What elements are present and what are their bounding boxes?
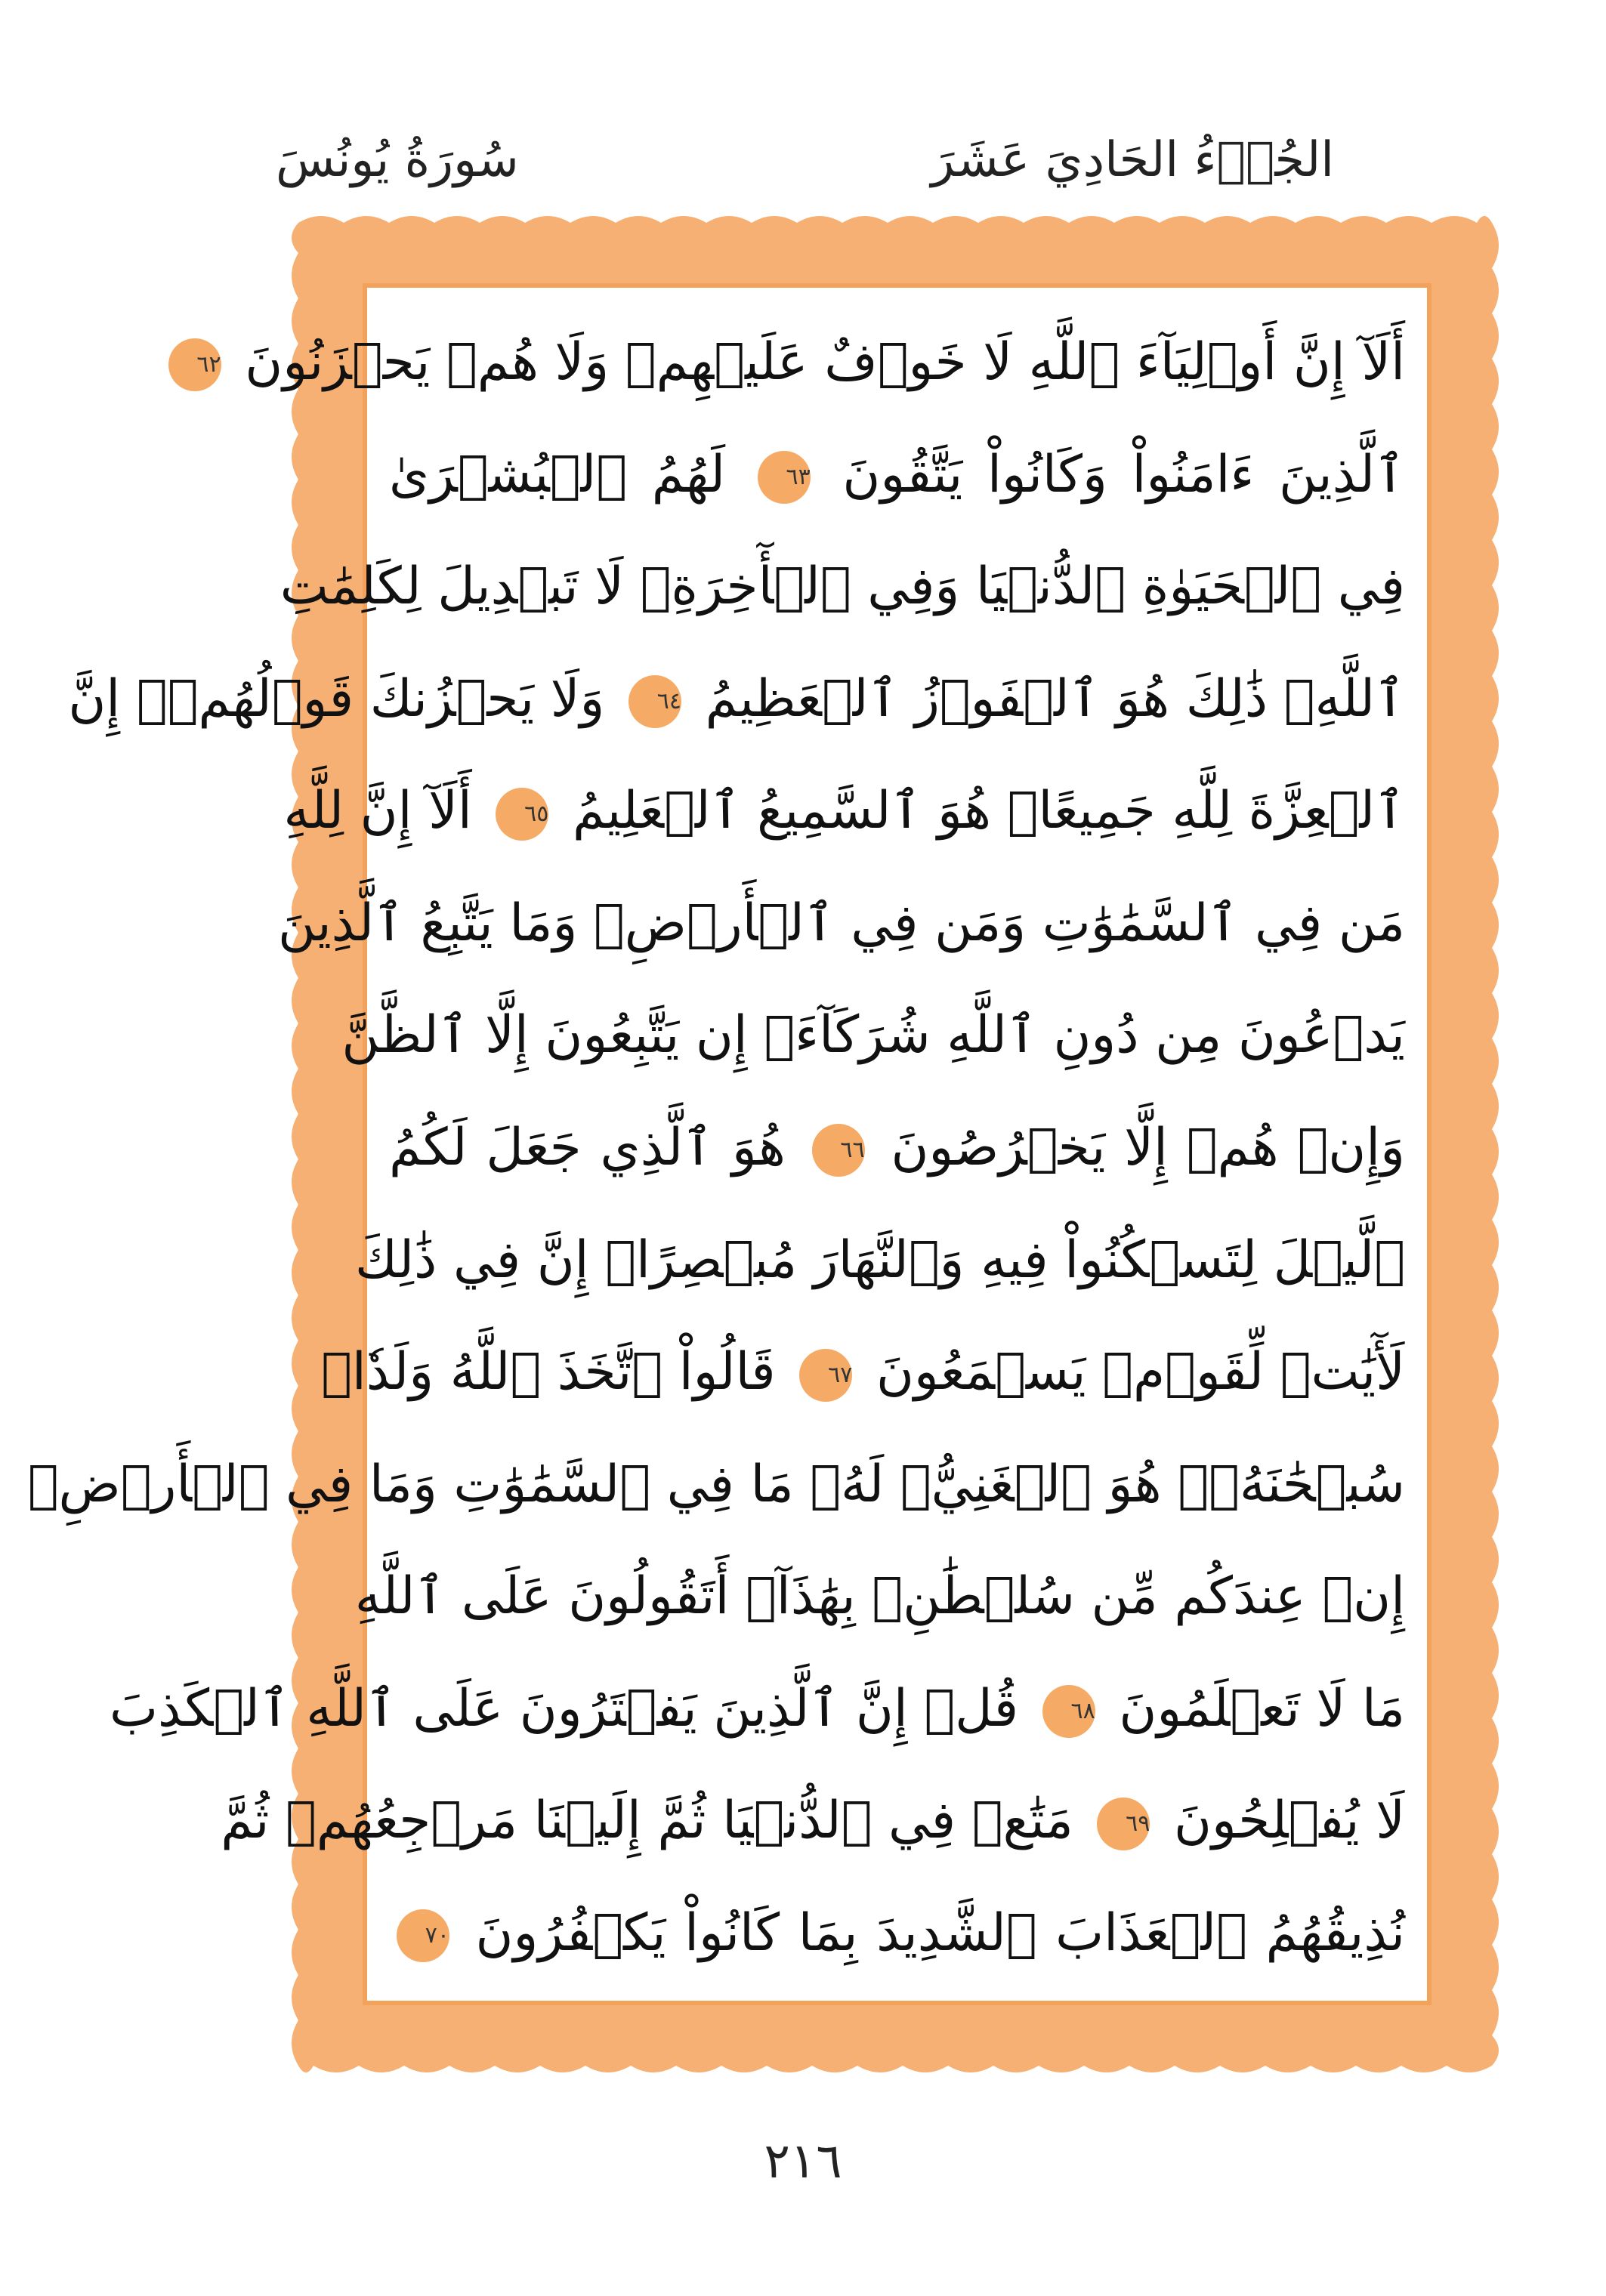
verse-text: مَن فِي ٱلسَّمَٰوَٰتِ وَمَن فِي ٱلۡأَرۡضِۗ وَمَا يَتَّبِعُ ٱلَّذِينَ <box>277 893 1405 953</box>
verse-text: سُبۡحَٰنَهُۥۖ هُوَ ٱلۡغَنِيُّۖ لَهُۥ مَا فِي ٱلسَّمَٰوَٰتِ وَمَا فِي ٱلۡأَرۡضِۚ <box>27 1454 1405 1514</box>
verse-text: ٱللَّهِۚ ذَٰلِكَ هُوَ ٱلۡفَوۡزُ ٱلۡعَظِيمُ <box>705 668 1405 729</box>
verse-line <box>354 1548 1405 1646</box>
ayah-number-marker: ٦٢ <box>168 338 221 391</box>
verse-line <box>110 1660 1405 1758</box>
ayah-number-marker: ٦٥ <box>496 788 548 841</box>
verse-text: مَا لَا تَعۡلَمُونَ <box>1119 1678 1405 1739</box>
verse-text: مَتَٰعٞ فِي ٱلدُّنۡيَا ثُمَّ إِلَيۡنَا مَرۡجِعُهُمۡ ثُمَّ <box>221 1791 1073 1851</box>
verse-text: قَالُواْ ٱتَّخَذَ ٱللَّهُ وَلَدٗاۗ <box>321 1342 776 1403</box>
ayah-number-marker: ٧٠ <box>397 1909 449 1962</box>
verse-lines <box>27 313 1405 1983</box>
verse-line <box>280 538 1405 636</box>
ayah-number-marker: ٦٩ <box>1097 1798 1150 1850</box>
ayah-number-marker: ٦٤ <box>629 675 681 728</box>
verse-text: ٱلَّيۡلَ لِتَسۡكُنُواْ فِيهِ وَٱلنَّهَارَ مُبۡصِرًاۚ إِنَّ فِي ذَٰلِكَ <box>355 1230 1405 1290</box>
verse-text: لَا يُفۡلِحُونَ <box>1174 1791 1405 1851</box>
verse-line <box>355 1211 1405 1310</box>
juz-title: الجُزۡءُ الحَادِيَ عَشَرَ <box>931 132 1334 188</box>
verse-text: لَهُمُ ٱلۡبُشۡرَىٰ <box>389 444 726 505</box>
verse-text: وَإِنۡ هُمۡ إِلَّا يَخۡرُصُونَ <box>891 1117 1405 1177</box>
verse-line <box>321 1323 1405 1421</box>
verse-text: أَلَآ إِنَّ أَوۡلِيَآءَ ٱللَّهِ لَا خَوۡفٌ عَلَيۡهِمۡ وَلَا هُمۡ يَحۡزَنُونَ <box>245 332 1405 392</box>
verse-line <box>341 986 1405 1085</box>
verse-line <box>389 426 1405 524</box>
verse-line <box>68 650 1405 748</box>
verse-text: ٱلۡعِزَّةَ لِلَّهِ جَمِيعًاۚ هُوَ ٱلسَّمِيعُ ٱلۡعَلِيمُ <box>573 781 1405 841</box>
verse-line <box>196 313 1405 412</box>
verse-line <box>221 1772 1405 1870</box>
verse-line <box>389 1884 1405 1983</box>
verse-line <box>389 1099 1405 1197</box>
page-number: ٢١٦ <box>764 2134 842 2190</box>
verse-line <box>283 762 1405 860</box>
verse-text: أَلَآ إِنَّ لِلَّهِ <box>283 781 472 841</box>
verse-text: يَدۡعُونَ مِن دُونِ ٱللَّهِ شُرَكَآءَۚ إِن يَتَّبِعُونَ إِلَّا ٱلظَّنَّ <box>341 1005 1405 1066</box>
surah-title: سُورَةُ يُونُسَ <box>276 132 519 188</box>
ayah-number-marker: ٦٦ <box>812 1124 865 1177</box>
verse-text: قُلۡ إِنَّ ٱلَّذِينَ يَفۡتَرُونَ عَلَى ٱللَّهِ ٱلۡكَذِبَ <box>110 1678 1019 1739</box>
verse-text: لَأٓيَٰتٖ لِّقَوۡمٖ يَسۡمَعُونَ <box>876 1342 1405 1403</box>
ayah-number-marker: ٦٧ <box>799 1349 852 1402</box>
verse-text: ٱلَّذِينَ ءَامَنُواْ وَكَانُواْ يَتَّقُونَ <box>842 444 1405 505</box>
ayah-number-marker: ٦٣ <box>758 451 811 504</box>
verse-text: وَلَا يَحۡزُنكَ قَوۡلُهُمۡۘ إِنَّ <box>68 668 605 729</box>
verse-line <box>277 875 1405 973</box>
verse-line <box>27 1436 1405 1534</box>
verse-text: إِنۡ عِندَكُم مِّن سُلۡطَٰنِۭ بِهَٰذَآۚ أَتَقُولُونَ عَلَى ٱللَّهِ <box>354 1566 1405 1627</box>
verse-text: هُوَ ٱلَّذِي جَعَلَ لَكُمُ <box>389 1117 786 1177</box>
verse-text: نُذِيقُهُمُ ٱلۡعَذَابَ ٱلشَّدِيدَ بِمَا كَانُواْ يَكۡفُرُونَ <box>475 1903 1405 1963</box>
verse-text: فِي ٱلۡحَيَوٰةِ ٱلدُّنۡيَا وَفِي ٱلۡأٓخِرَةِۚ لَا تَبۡدِيلَ لِكَلِمَٰتِ <box>280 557 1405 617</box>
ayah-number-marker: ٦٨ <box>1042 1685 1095 1738</box>
